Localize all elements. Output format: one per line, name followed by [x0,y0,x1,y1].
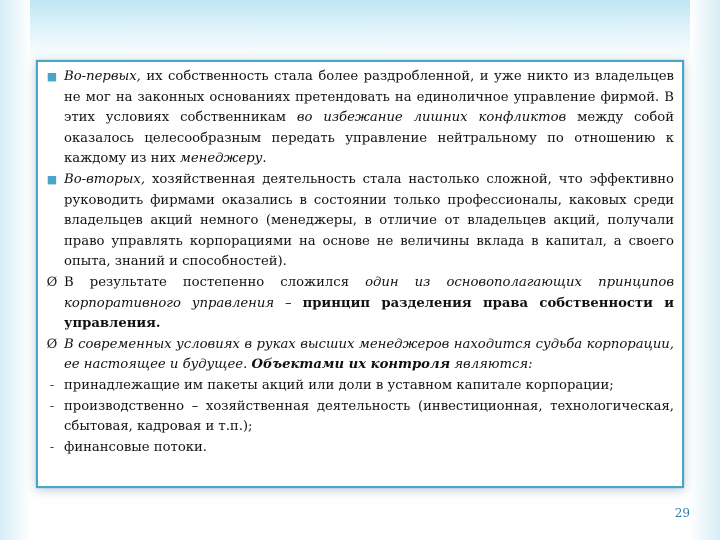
list-item-text [64,440,207,455]
arrow-bullet-icon: Ø [46,274,58,290]
list-item [42,397,674,438]
slide-body [42,67,674,458]
left-edge-gradient [0,0,30,540]
arrow-bullet-icon: Ø [46,336,58,352]
page-number: 29 [674,506,690,520]
list-item-text [64,172,674,269]
right-edge-gradient [690,0,720,540]
text-run: Во-первых, [64,69,141,84]
list-item-text [64,378,614,393]
list-item-text [64,275,674,331]
list-item [42,273,674,335]
text-run: . [262,151,267,167]
text-run: хозяйственная деятельность стала настолько сложной, что эффективно руководить фирмами оказались в состоянии только профессионалы, каковых среди владельцев акций немного (менеджеры, в отличие от владельцев акций, получали право управлять корпорациями на основе не величины вклада в капитал, а своего опыта, знаний и способностей). [64,171,674,270]
square-bullet-icon: ■ [46,172,58,186]
list-item [42,335,674,376]
text-run: производственно – хозяйственная деятельность (инвестиционная, технологическая, сбытовая, кадровая и т.п.); [64,398,674,435]
list-item-text [64,399,674,435]
dash-bullet-icon: - [49,439,55,455]
text-run: являются: [450,357,533,373]
header-gradient-band [0,0,720,62]
text-run: В результате постепенно сложился [64,274,366,290]
text-run: – [274,295,303,311]
text-run: В современных условиях в руках высших менеджеров находится судьба корпорации, ее настоящее и будущее. [64,336,674,373]
list-item [42,67,674,170]
list-item [42,376,674,397]
text-run: принадлежащие им пакеты акций или доли в уставном капитале корпорации; [64,377,614,393]
text-run: во избежание лишних конфликтов [296,110,567,126]
dash-bullet-icon: - [49,398,55,414]
list-item-text [64,337,674,373]
text-run: Объектами их контроля [251,357,451,373]
text-run: менеджеру [179,151,263,167]
list-item-text [64,69,674,166]
text-run: принцип разделения права собственности и управления. [64,295,674,332]
list-item [42,170,674,273]
list-item [42,438,674,459]
text-run: Во-вторых, [64,171,146,187]
text-run: между собой оказалось целесообразным передать управление нейтральному по отношению к каждому из них [64,110,675,167]
text-run: финансовые потоки. [64,439,207,455]
text-run: один из основополагающих принципов корпоративного управления [64,274,674,311]
square-bullet-icon: ■ [46,70,58,83]
dash-bullet-icon: - [49,377,55,393]
text-run: их собственность стала более раздробленной, и уже никто из владельцев не мог на законных основаниях претендовать на единоличное управление фирмой. В этих условиях собственникам [64,69,674,126]
